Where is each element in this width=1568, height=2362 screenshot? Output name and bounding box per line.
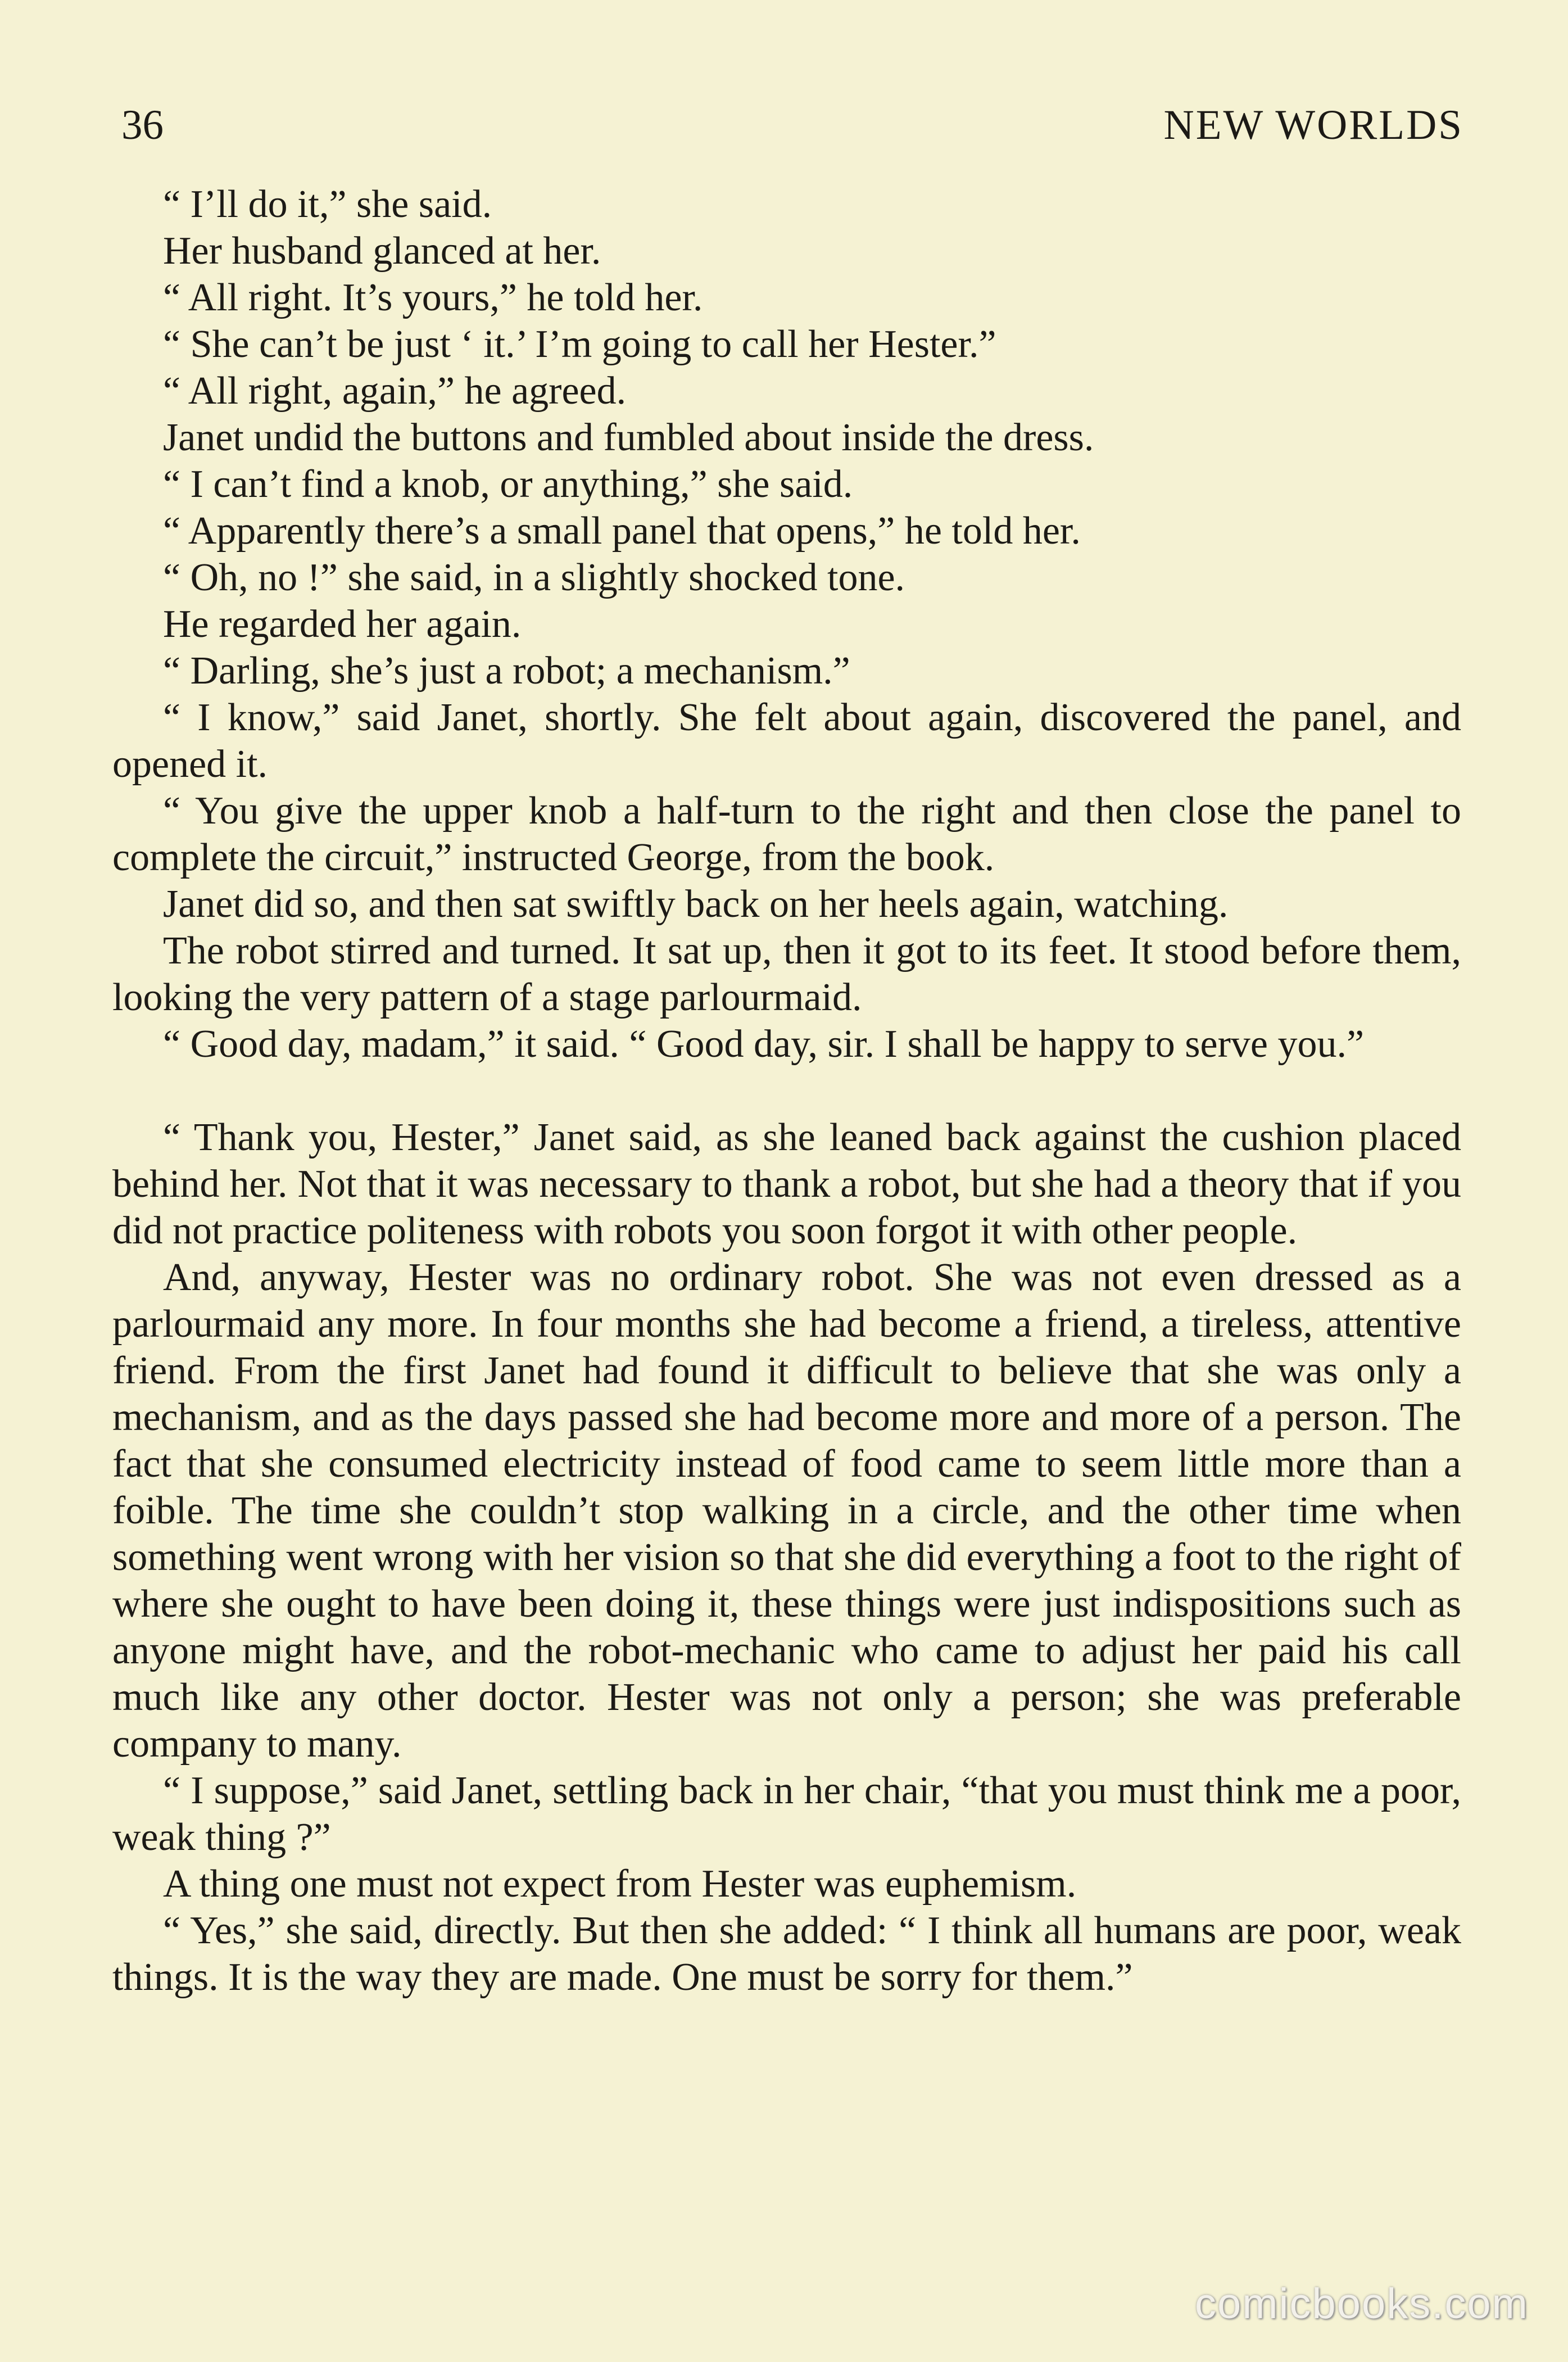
paragraph: And, anyway, Hester was no ordinary robot. She was not even dressed as a parlourmaid any more. In four months she had become a friend, a tireless, attentive friend. From the first Janet had found it difficult to believe that she was only a mechanism, and as the days passed she had become more and more of a person. The fact that she consumed electricity instead of food came to seem little more than a foible. The time she couldn’t stop walking in a circle, and the other time when something went wrong with her vision so that she did everything a foot to the right of where she ought to have been doing it, these things were just indispositions such as anyone might have, and the robot-mechanic who came to adjust her paid his call much like any other doctor. Hester was not only a person; she was preferable company to many. xyxy=(112,1256,1461,1766)
paragraph: “ Good day, madam,” it said. “ Good day, sir. I shall be happy to serve you.” xyxy=(163,1022,1365,1066)
paragraph: “ Darling, she’s just a robot; a mechanism.” xyxy=(163,649,850,693)
paragraph: “ Yes,” she said, directly. But then she added: “ I think all humans are poor, weak things. It is the way they are made. One must be sorry for them.” xyxy=(112,1909,1461,1999)
page-header xyxy=(121,100,1463,151)
paragraph: “ Apparently there’s a small panel that opens,” he told her. xyxy=(163,509,1081,553)
watermark-logo: comicbooks.com xyxy=(1195,2280,1529,2328)
paragraph: “ Oh, no !” she said, in a slightly shocked tone. xyxy=(163,556,905,599)
paragraph: “ You give the upper knob a half-turn to the right and then close the panel to complete the circuit,” instructed George, from the book. xyxy=(112,789,1461,879)
paragraph: “ I suppose,” said Janet, settling back in her chair, “that you must think me a poor, weak thing ?” xyxy=(112,1769,1461,1859)
paragraph: Janet undid the buttons and fumbled about inside the dress. xyxy=(163,416,1094,459)
paragraph: “ Thank you, Hester,” Janet said, as she leaned back against the cushion placed behind her. Not that it was necessary to thank a robot, but she had a theory that if you did not practice politeness with robots you soon forgot it with other people. xyxy=(112,1116,1461,1252)
paragraph: He regarded her again. xyxy=(163,603,522,646)
paragraph: “ All right. It’s yours,” he told her. xyxy=(163,276,703,319)
paragraph: “ I can’t find a knob, or anything,” she said. xyxy=(163,463,853,506)
paragraph: “ All right, again,” he agreed. xyxy=(163,369,627,413)
paragraph: “ She can’t be just ‘ it.’ I’m going to call her Hester.” xyxy=(163,323,996,366)
paragraph: The robot stirred and turned. It sat up, then it got to its feet. It stood before them, looking the very pattern of a stage parlourmaid. xyxy=(112,929,1461,1019)
paragraph: A thing one must not expect from Hester was euphemism. xyxy=(163,1862,1077,1906)
running-head: NEW WORLDS xyxy=(1163,102,1463,148)
paragraph: “ I know,” said Janet, shortly. She felt about again, discovered the panel, and opened it. xyxy=(112,696,1461,786)
paragraph: “ I’ll do it,” she said. xyxy=(163,183,492,226)
paragraph: Janet did so, and then sat swiftly back on her heels again, watching. xyxy=(163,883,1229,926)
page-number: 36 xyxy=(121,102,164,148)
paragraph: Her husband glanced at her. xyxy=(163,229,601,273)
body-text xyxy=(112,181,1461,2001)
